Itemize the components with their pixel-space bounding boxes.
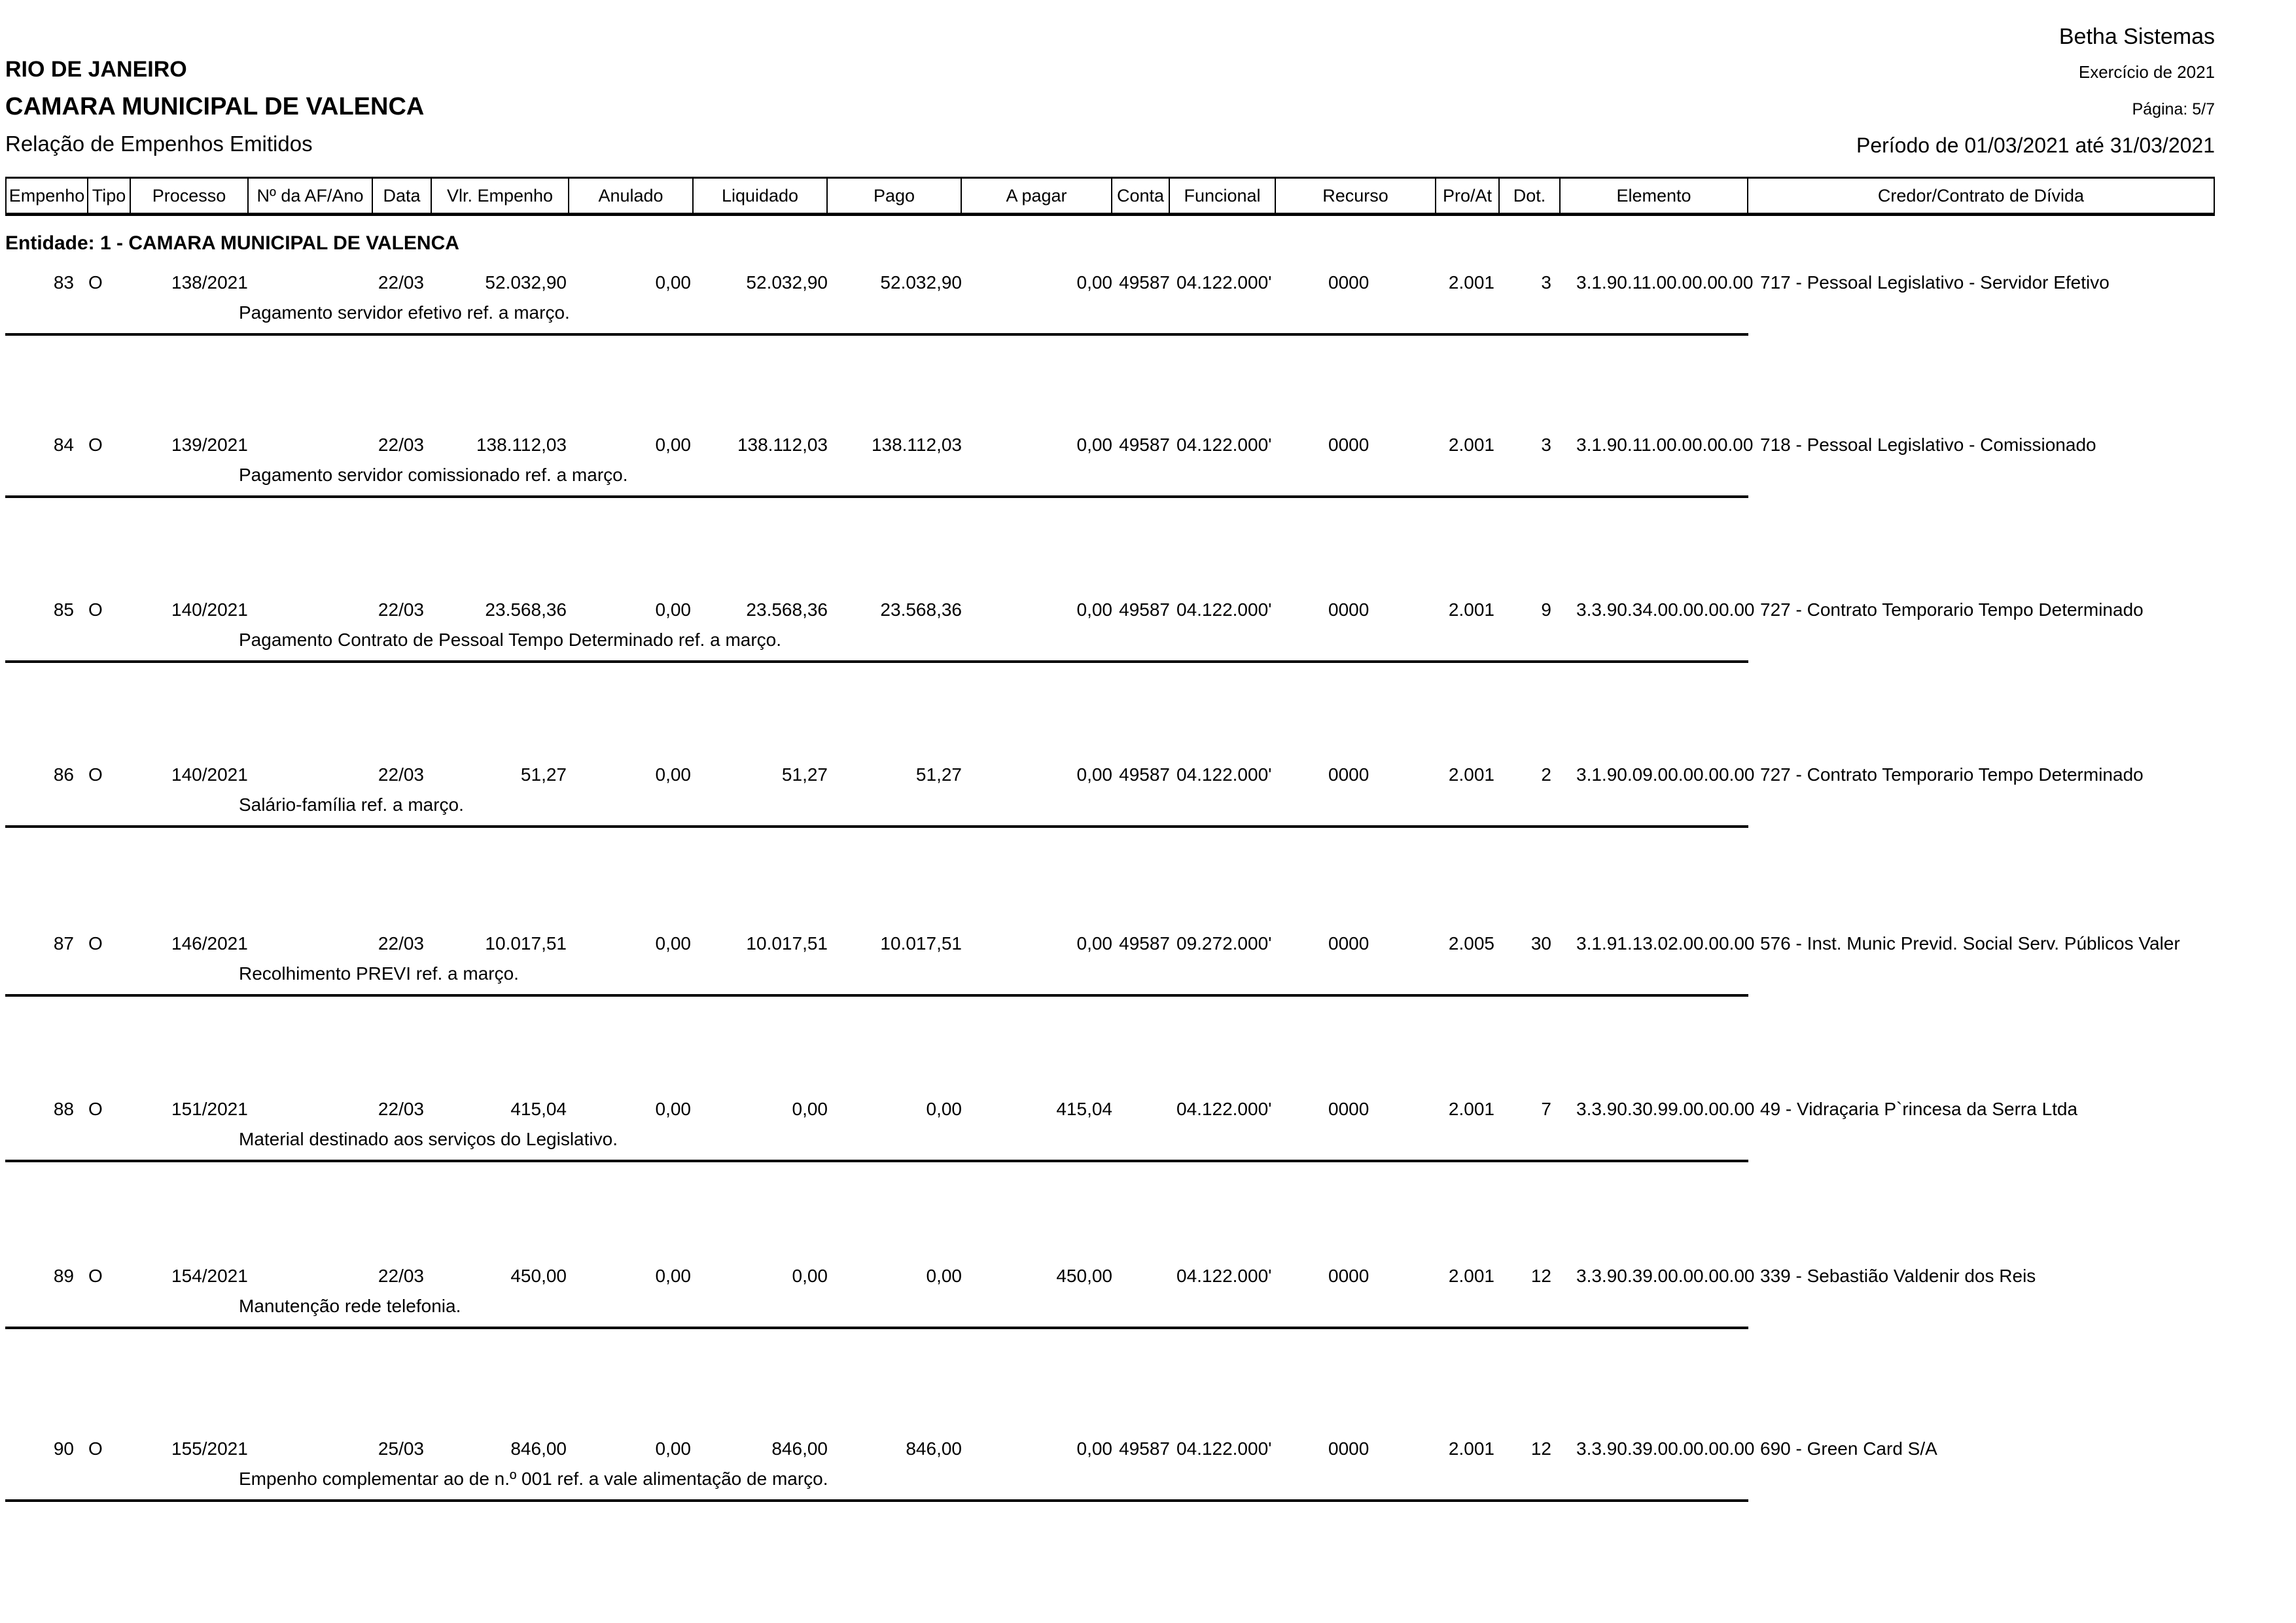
cell-a-pagar: 450,00 — [1056, 1266, 1112, 1286]
col-liquidado: Liquidado — [694, 179, 828, 213]
row-separator — [5, 1499, 1748, 1502]
cell-funcional: 04.122.000' — [1176, 764, 1272, 785]
cell-anulado: 0,00 — [655, 272, 691, 293]
state-name: RIO DE JANEIRO — [5, 57, 187, 82]
cell-empenho: 88 — [53, 1099, 74, 1119]
exercise-year: Exercício de 2021 — [2078, 62, 2215, 82]
cell-af-ano — [249, 272, 373, 294]
table-row — [5, 764, 2215, 828]
cell-pro-at: 2.001 — [1448, 272, 1494, 293]
cell-processo: 140/2021 — [171, 599, 248, 620]
cell-af-ano — [249, 764, 373, 786]
row-description: Pagamento Contrato de Pessoal Tempo Determinado ref. a março. — [239, 630, 782, 650]
cell-funcional: 04.122.000' — [1176, 1099, 1272, 1119]
row-description: Manutenção rede telefonia. — [239, 1296, 461, 1316]
col-af-ano: Nº da AF/Ano — [249, 179, 373, 213]
cell-funcional: 04.122.000' — [1176, 435, 1272, 455]
cell-empenho: 83 — [53, 272, 74, 293]
cell-vlr-empenho: 51,27 — [520, 764, 567, 785]
cell-recurso: 0000 — [1328, 1438, 1369, 1459]
cell-elemento: 3.1.90.11.00.00.00.00 — [1576, 272, 1754, 293]
cell-pago: 0,00 — [926, 1266, 962, 1286]
cell-recurso: 0000 — [1328, 933, 1369, 954]
cell-funcional: 09.272.000' — [1176, 933, 1272, 954]
cell-anulado: 0,00 — [655, 1438, 691, 1459]
cell-empenho: 87 — [53, 933, 74, 954]
cell-af-ano — [249, 1438, 373, 1460]
table-row — [5, 1265, 2215, 1329]
cell-recurso: 0000 — [1328, 599, 1369, 620]
cell-tipo: O — [88, 1438, 103, 1459]
row-separator — [5, 1160, 1748, 1162]
cell-pago: 23.568,36 — [880, 599, 962, 620]
cell-credor: 576 - Inst. Munic Previd. Social Serv. Públicos Valer — [1760, 933, 2180, 954]
cell-funcional: 04.122.000' — [1176, 599, 1272, 620]
cell-tipo: O — [88, 435, 103, 455]
col-anulado: Anulado — [569, 179, 694, 213]
cell-funcional: 04.122.000' — [1176, 1438, 1272, 1459]
cell-a-pagar: 0,00 — [1076, 435, 1112, 455]
cell-processo: 151/2021 — [171, 1099, 248, 1119]
col-pago: Pago — [828, 179, 962, 213]
col-a-pagar: A pagar — [962, 179, 1112, 213]
cell-conta: 49587 — [1119, 599, 1170, 620]
row-description: Pagamento servidor efetivo ref. a março. — [239, 302, 570, 323]
cell-tipo: O — [88, 933, 103, 954]
cell-credor: 690 - Green Card S/A — [1760, 1438, 1937, 1459]
col-tipo: Tipo — [88, 179, 131, 213]
cell-recurso: 0000 — [1328, 1266, 1369, 1286]
cell-liquidado: 10.017,51 — [746, 933, 828, 954]
cell-tipo: O — [88, 764, 103, 785]
cell-a-pagar: 415,04 — [1056, 1099, 1112, 1119]
cell-credor: 339 - Sebastião Valdenir dos Reis — [1760, 1266, 2036, 1286]
cell-empenho: 89 — [53, 1266, 74, 1286]
cell-conta: 49587 — [1119, 1438, 1170, 1459]
cell-dot: 2 — [1541, 764, 1551, 785]
cell-data: 22/03 — [378, 599, 424, 620]
row-separator — [5, 994, 1748, 997]
col-processo: Processo — [131, 179, 249, 213]
cell-liquidado: 138.112,03 — [737, 435, 828, 455]
cell-af-ano — [249, 1265, 373, 1287]
table-row — [5, 933, 2215, 997]
row-description: Material destinado aos serviços do Legislativo. — [239, 1129, 618, 1149]
cell-data: 22/03 — [378, 272, 424, 293]
cell-dot: 12 — [1530, 1438, 1551, 1459]
cell-anulado: 0,00 — [655, 1099, 691, 1119]
cell-pago: 0,00 — [926, 1099, 962, 1119]
cell-pro-at: 2.001 — [1448, 764, 1494, 785]
cell-vlr-empenho: 138.112,03 — [476, 435, 567, 455]
cell-credor: 49 - Vidraçaria P`rincesa da Serra Ltda — [1760, 1099, 2078, 1119]
cell-elemento: 3.1.90.11.00.00.00.00 — [1576, 435, 1754, 455]
table-row — [5, 1098, 2215, 1162]
cell-anulado: 0,00 — [655, 933, 691, 954]
cell-liquidado: 846,00 — [771, 1438, 828, 1459]
cell-vlr-empenho: 450,00 — [510, 1266, 567, 1286]
cell-empenho: 84 — [53, 435, 74, 455]
cell-pago: 10.017,51 — [880, 933, 962, 954]
cell-dot: 3 — [1541, 272, 1551, 293]
col-credor: Credor/Contrato de Dívida — [1748, 179, 2215, 213]
cell-recurso: 0000 — [1328, 435, 1369, 455]
cell-liquidado: 51,27 — [781, 764, 828, 785]
cell-liquidado: 0,00 — [792, 1266, 828, 1286]
cell-data: 25/03 — [378, 1438, 424, 1459]
table-header — [5, 177, 2215, 216]
cell-vlr-empenho: 52.032,90 — [485, 272, 567, 293]
cell-vlr-empenho: 846,00 — [510, 1438, 567, 1459]
table-row — [5, 272, 2215, 336]
cell-vlr-empenho: 10.017,51 — [485, 933, 567, 954]
table-row — [5, 1438, 2215, 1502]
cell-a-pagar: 0,00 — [1076, 764, 1112, 785]
cell-funcional: 04.122.000' — [1176, 1266, 1272, 1286]
cell-data: 22/03 — [378, 764, 424, 785]
cell-pago: 138.112,03 — [871, 435, 962, 455]
cell-tipo: O — [88, 272, 103, 293]
row-separator — [5, 660, 1748, 663]
cell-liquidado: 52.032,90 — [746, 272, 828, 293]
cell-pro-at: 2.001 — [1448, 435, 1494, 455]
cell-a-pagar: 0,00 — [1076, 1438, 1112, 1459]
col-conta: Conta — [1112, 179, 1170, 213]
vendor-name: Betha Sistemas — [2058, 24, 2215, 49]
cell-vlr-empenho: 415,04 — [510, 1099, 567, 1119]
cell-dot: 7 — [1541, 1099, 1551, 1119]
cell-pago: 51,27 — [915, 764, 962, 785]
cell-anulado: 0,00 — [655, 1266, 691, 1286]
col-elemento: Elemento — [1561, 179, 1748, 213]
col-empenho: Empenho — [5, 179, 88, 213]
row-description: Salário-família ref. a março. — [239, 794, 464, 815]
cell-processo: 154/2021 — [171, 1266, 248, 1286]
cell-processo: 140/2021 — [171, 764, 248, 785]
cell-data: 22/03 — [378, 933, 424, 954]
cell-conta — [1112, 1098, 1170, 1120]
cell-recurso: 0000 — [1328, 1099, 1369, 1119]
cell-liquidado: 0,00 — [792, 1099, 828, 1119]
cell-processo: 146/2021 — [171, 933, 248, 954]
cell-tipo: O — [88, 1099, 103, 1119]
col-funcional: Funcional — [1170, 179, 1276, 213]
cell-tipo: O — [88, 1266, 103, 1286]
row-separator — [5, 825, 1748, 828]
cell-credor: 727 - Contrato Temporario Tempo Determinado — [1760, 764, 2144, 785]
cell-recurso: 0000 — [1328, 764, 1369, 785]
cell-dot: 3 — [1541, 435, 1551, 455]
row-separator — [5, 495, 1748, 498]
cell-dot: 12 — [1530, 1266, 1551, 1286]
col-recurso: Recurso — [1276, 179, 1436, 213]
cell-funcional: 04.122.000' — [1176, 272, 1272, 293]
cell-conta — [1112, 1265, 1170, 1287]
cell-af-ano — [249, 1098, 373, 1120]
col-pro-at: Pro/At — [1436, 179, 1500, 213]
cell-vlr-empenho: 23.568,36 — [485, 599, 567, 620]
cell-credor: 718 - Pessoal Legislativo - Comissionado — [1760, 435, 2096, 455]
table-row — [5, 434, 2215, 498]
cell-data: 22/03 — [378, 1266, 424, 1286]
cell-pago: 52.032,90 — [880, 272, 962, 293]
row-description: Pagamento servidor comissionado ref. a março. — [239, 465, 628, 485]
cell-pro-at: 2.001 — [1448, 599, 1494, 620]
cell-pro-at: 2.001 — [1448, 1438, 1494, 1459]
cell-empenho: 85 — [53, 599, 74, 620]
cell-conta: 49587 — [1119, 933, 1170, 954]
row-description: Recolhimento PREVI ref. a março. — [239, 963, 519, 984]
cell-anulado: 0,00 — [655, 764, 691, 785]
cell-elemento: 3.3.90.34.00.00.00.00 — [1576, 599, 1755, 620]
cell-pro-at: 2.005 — [1448, 933, 1494, 954]
cell-elemento: 3.3.90.39.00.00.00.00 — [1576, 1266, 1755, 1286]
cell-processo: 139/2021 — [171, 435, 248, 455]
report-title: Relação de Empenhos Emitidos — [5, 132, 313, 156]
cell-elemento: 3.3.90.30.99.00.00.00 — [1576, 1099, 1755, 1119]
cell-conta: 49587 — [1119, 272, 1170, 293]
cell-processo: 138/2021 — [171, 272, 248, 293]
cell-tipo: O — [88, 599, 103, 620]
col-vlr-empenho: Vlr. Empenho — [432, 179, 569, 213]
cell-pro-at: 2.001 — [1448, 1266, 1494, 1286]
cell-anulado: 0,00 — [655, 435, 691, 455]
cell-a-pagar: 0,00 — [1076, 933, 1112, 954]
cell-data: 22/03 — [378, 1099, 424, 1119]
cell-conta: 49587 — [1119, 764, 1170, 785]
row-separator — [5, 1327, 1748, 1329]
entity-section-label: Entidade: 1 - CAMARA MUNICIPAL DE VALENCA — [5, 232, 459, 254]
cell-a-pagar: 0,00 — [1076, 599, 1112, 620]
row-description: Empenho complementar ao de n.º 001 ref. a vale alimentação de março. — [239, 1469, 828, 1489]
cell-empenho: 86 — [53, 764, 74, 785]
cell-pro-at: 2.001 — [1448, 1099, 1494, 1119]
page-number: Página: 5/7 — [2132, 100, 2215, 118]
col-data: Data — [373, 179, 432, 213]
cell-recurso: 0000 — [1328, 272, 1369, 293]
cell-af-ano — [249, 434, 373, 456]
row-separator — [5, 333, 1748, 336]
cell-liquidado: 23.568,36 — [746, 599, 828, 620]
table-row — [5, 599, 2215, 663]
cell-processo: 155/2021 — [171, 1438, 248, 1459]
cell-data: 22/03 — [378, 435, 424, 455]
col-dot: Dot. — [1500, 179, 1561, 213]
cell-pago: 846,00 — [906, 1438, 962, 1459]
cell-elemento: 3.1.90.09.00.00.00.00 — [1576, 764, 1755, 785]
cell-dot: 30 — [1530, 933, 1551, 954]
cell-anulado: 0,00 — [655, 599, 691, 620]
cell-elemento: 3.3.90.39.00.00.00.00 — [1576, 1438, 1755, 1459]
cell-empenho: 90 — [53, 1438, 74, 1459]
cell-af-ano — [249, 599, 373, 621]
cell-af-ano — [249, 933, 373, 955]
cell-a-pagar: 0,00 — [1076, 272, 1112, 293]
cell-dot: 9 — [1541, 599, 1551, 620]
cell-credor: 717 - Pessoal Legislativo - Servidor Efetivo — [1760, 272, 2110, 293]
entity-name: CAMARA MUNICIPAL DE VALENCA — [5, 93, 425, 120]
report-period: Período de 01/03/2021 até 31/03/2021 — [1856, 134, 2215, 157]
cell-credor: 727 - Contrato Temporario Tempo Determinado — [1760, 599, 2144, 620]
cell-conta: 49587 — [1119, 435, 1170, 455]
cell-elemento: 3.1.91.13.02.00.00.00 — [1576, 933, 1755, 954]
